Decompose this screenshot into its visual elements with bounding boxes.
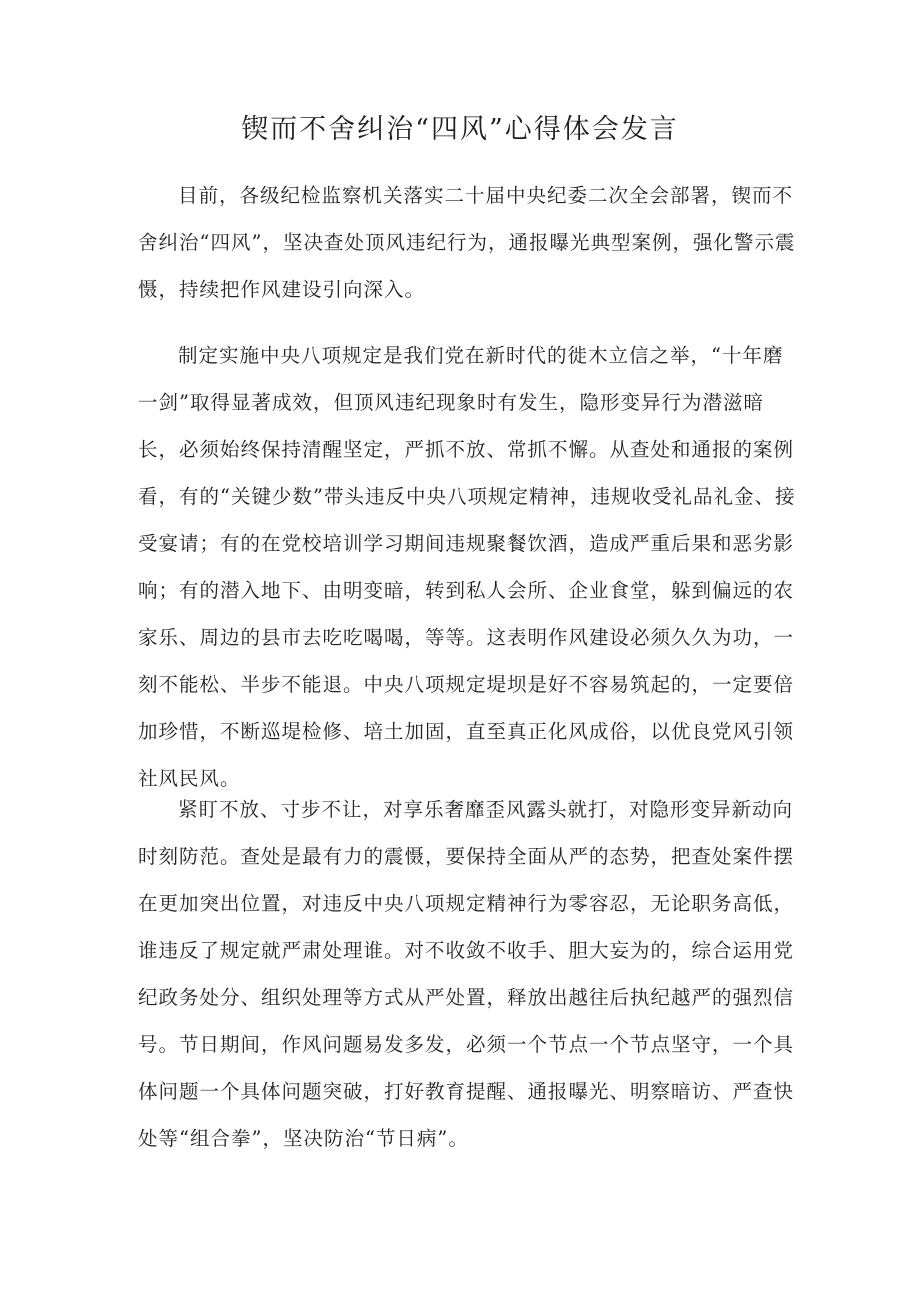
paragraph-strict-enforcement: 紧盯不放、寸步不让，对享乐奢靡歪风露头就打，对隐形变异新动向时刻防范。查处是最有力的震慑，要保持全面从严的态势，把查处案件摆在更加突出位置，对违反中央八项规定精神行为零容忍，无论职务高低，谁违反了规定就严肃处理谁。对不收敛不收手、胆大妄为的，综合运用党纪政务处分、组织处理等方式从严处置，释放出越往后执纪越严的强烈信号。节日期间，作风问题易发多发，必须一个节点一个节点坚守，一个具体问题一个具体问题突破，打好教育提醒、通报曝光、明察暗访、严查快处等“组合拳”，坚决防治“节日病”。 bbox=[138, 798, 795, 1150]
paragraph-intro: 目前，各级纪检监察机关落实二十届中央纪委二次全会部署，锲而不舍纠治“四风”，坚决查处顶风违纪行为，通报曝光典型案例，强化警示震慑，持续把作风建设引向深入。 bbox=[138, 184, 796, 301]
document-title: 锲而不舍纠治“四风”心得体会发言 bbox=[241, 114, 679, 145]
paragraph-eight-rules: 制定实施中央八项规定是我们党在新时代的徙木立信之举，“十年磨一剑”取得显著成效，但顶风违纪现象时有发生，隐形变异行为潜滋暗长，必须始终保持清醒坚定，严抓不放、常抓不懈。从查处和通报的案例看，有的“关键少数”带头违反中央八项规定精神，违规收受礼品礼金、接受宴请；有的在党校培训学习期间违规聚餐饮酒，造成严重后果和恶劣影响；有的潜入地下、由明变暗，转到私人会所、企业食堂，躲到偏远的农家乐、周边的县市去吃吃喝喝，等等。这表明作风建设必须久久为功，一刻不能松、半步不能退。中央八项规定堤坝是好不容易筑起的，一定要倍加珍惜，不断巡堤检修、培土加固，直至真正化风成俗，以优良党风引领社风民风。 bbox=[138, 344, 796, 790]
